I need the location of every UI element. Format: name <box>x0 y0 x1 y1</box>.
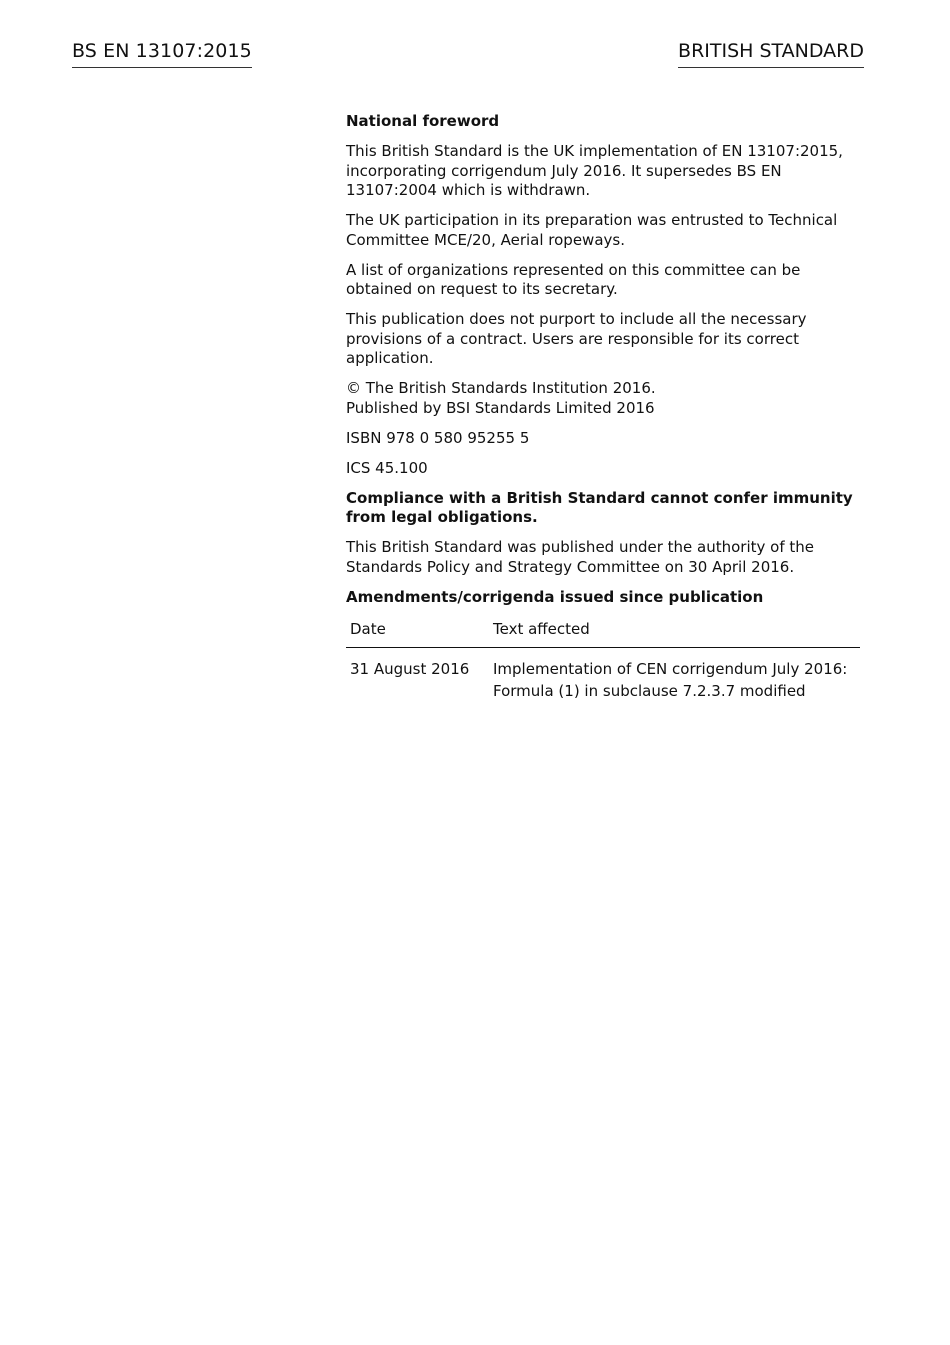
amendment-text <box>489 648 860 703</box>
amendments-title: Amendments/corrigenda issued since publication <box>346 587 764 606</box>
isbn-line: ISBN 978 0 580 95255 5 <box>346 428 530 447</box>
amendment-date: 31 August 2016 <box>350 660 470 678</box>
date-column-header: Date <box>346 618 489 648</box>
foreword-paragraph-contract: This publication does not purport to include all the necessary provisions of a contract. Users are responsible for its correct application. <box>346 310 807 367</box>
foreword-paragraph-implementation-text: This British Standard is the UK implementation of EN 13107:2015, incorporating corrigendum July 2016. It supersedes BS EN 13107:2004 which is withdrawn. <box>346 142 843 199</box>
national-foreword-section <box>346 112 860 702</box>
foreword-title: National foreword <box>346 112 500 130</box>
authority-statement: This British Standard was published under the authority of the Standards Policy and Strategy Committee on 30 April 2016. <box>346 538 815 576</box>
publisher-line: Published by BSI Standards Limited 2016 <box>346 398 655 417</box>
foreword-paragraph-committee: The UK participation in its preparation was entrusted to Technical Committee MCE/20, Aerial ropeways. <box>346 211 838 249</box>
compliance-statement: Compliance with a British Standard cannot confer immunity from legal obligations. <box>346 488 853 526</box>
ics-line: ICS 45.100 <box>346 458 428 477</box>
text-affected-column-header: Text affected <box>489 618 860 648</box>
foreword-paragraph-organizations: A list of organizations represented on this committee can be obtained on request to its secretary. <box>346 260 801 298</box>
copyright-line: © The British Standards Institution 2016. <box>346 379 656 397</box>
amendments-header-row <box>346 618 860 648</box>
amendment-text-line: Formula (1) in subclause 7.2.3.7 modified <box>493 682 806 700</box>
amendments-table <box>346 618 860 703</box>
table-row <box>346 648 860 703</box>
copyright-block <box>346 379 860 418</box>
foreword-paragraph-implementation <box>346 142 860 201</box>
amendment-text-line: Implementation of CEN corrigendum July 2016: <box>493 660 848 678</box>
document-code-header: BS EN 13107:2015 <box>72 40 252 68</box>
standard-series-header: BRITISH STANDARD <box>678 40 864 68</box>
